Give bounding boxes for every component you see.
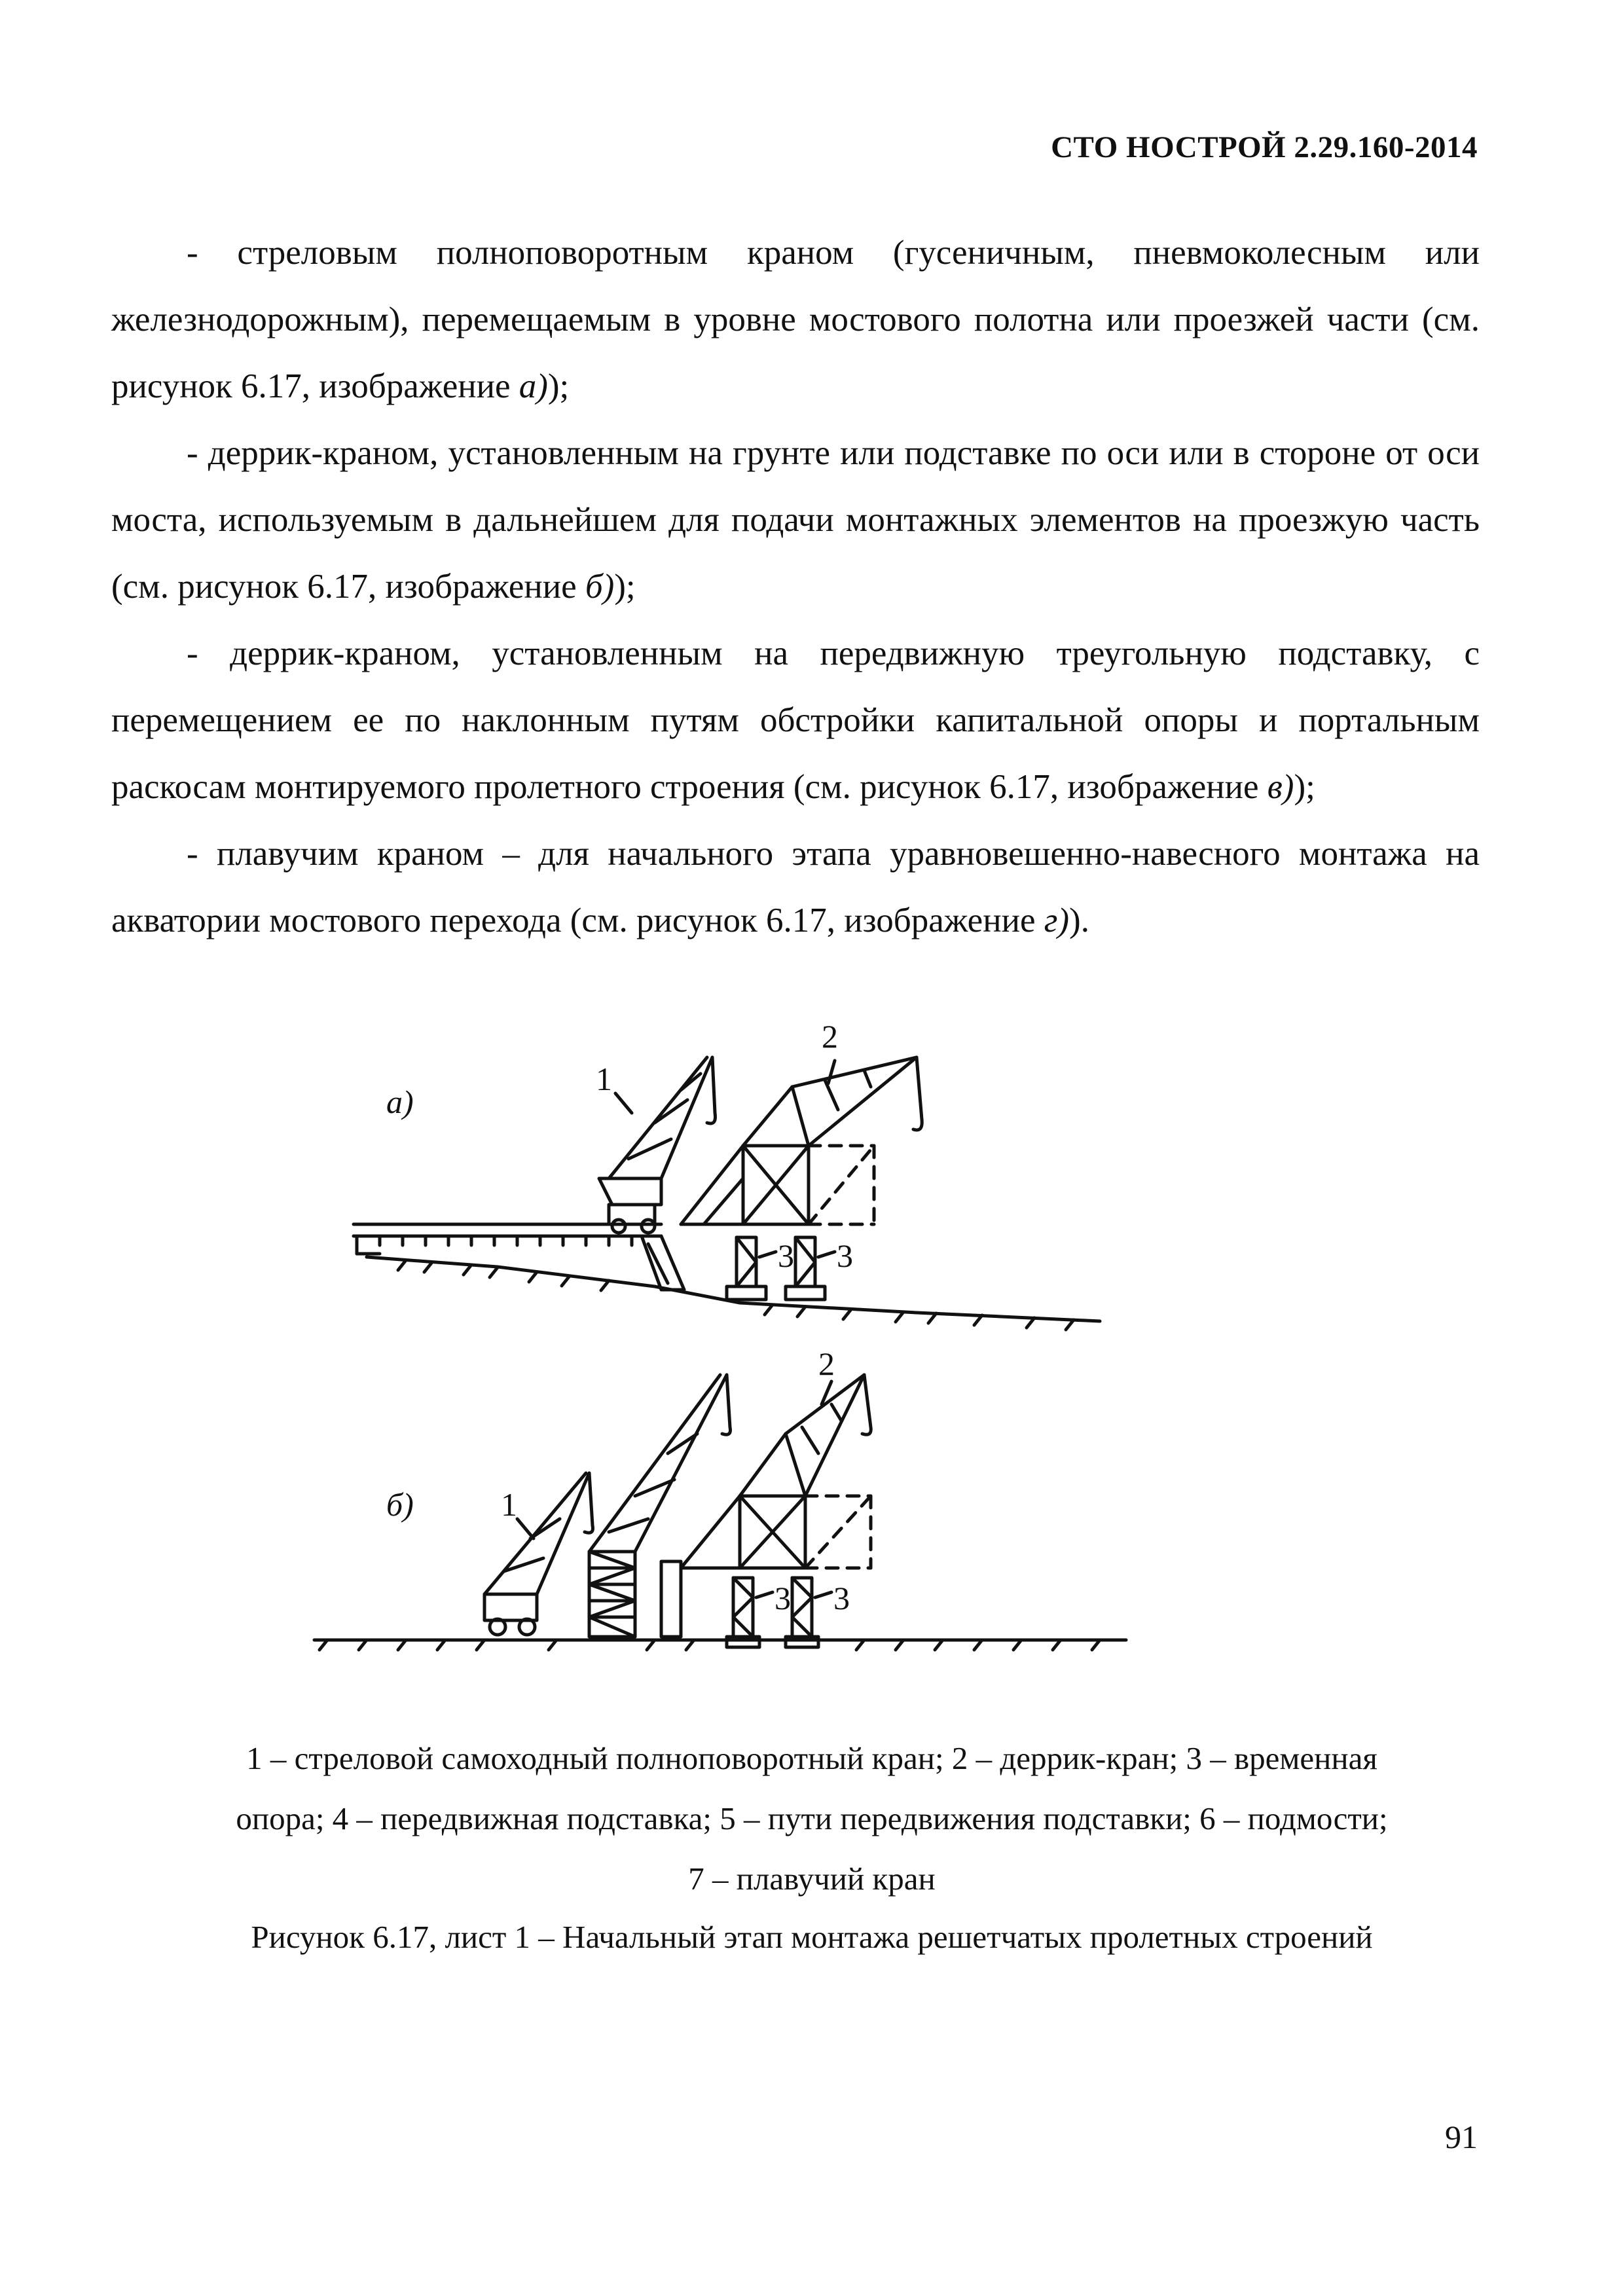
callout-3-b-right: 3 bbox=[833, 1580, 850, 1616]
ground-line-b bbox=[314, 1640, 1126, 1650]
ground-line-a bbox=[367, 1257, 1100, 1330]
figure-caption: Рисунок 6.17, лист 1 – Начальный этап монтажа решетчатых пролетных строений bbox=[251, 1919, 1373, 1955]
panel-a-drawing bbox=[354, 1057, 1100, 1330]
figure-ref: б) bbox=[585, 568, 615, 606]
callout-3-b-left: 3 bbox=[775, 1580, 791, 1616]
panel-a-label: а) bbox=[386, 1084, 414, 1120]
figure-ref: г) bbox=[1044, 902, 1070, 939]
paragraph-text: - деррик-краном, установленным на грунте или подставке по оси или в стороне от оси моста, используемым в дальнейшем для подачи монтажных элементов на проезжую часть (см. рисунок 6.17, изображение bbox=[111, 434, 1480, 606]
derrick-crane-2-a bbox=[681, 1057, 922, 1224]
bridge-deck bbox=[354, 1224, 661, 1254]
callout-2-a: 2 bbox=[822, 1018, 838, 1055]
paragraph-derrick-mobile-stand bbox=[111, 620, 1480, 820]
paragraph-derrick-ground bbox=[111, 420, 1480, 620]
callout-2-b: 2 bbox=[818, 1345, 835, 1382]
callout-1-b: 1 bbox=[501, 1486, 517, 1523]
next-panel-dashed bbox=[809, 1146, 874, 1224]
figure-ref: в) bbox=[1267, 768, 1294, 806]
legend-line: опора; 4 – передвижная подставка; 5 – пути передвижения подставки; 6 – подмости; bbox=[236, 1800, 1388, 1836]
legend-line: 1 – стреловой самоходный полноповоротный кран; 2 – деррик-кран; 3 – временная bbox=[246, 1740, 1377, 1776]
next-panel-dashed-b bbox=[805, 1496, 871, 1568]
callout-1-a: 1 bbox=[596, 1061, 612, 1097]
figure-crane-schemes bbox=[0, 1008, 1623, 1702]
document-header-code: СТО НОСТРОЙ 2.29.160-2014 bbox=[1051, 130, 1478, 164]
legend-line: 7 – плавучий кран bbox=[688, 1861, 936, 1897]
panel-b-drawing bbox=[314, 1375, 1126, 1650]
callout-3-a-right: 3 bbox=[837, 1237, 853, 1274]
body-text bbox=[111, 219, 1480, 954]
paragraph-floating-crane bbox=[111, 820, 1480, 954]
paragraph-text: - стреловым полноповоротным краном (гусеничным, пневмоколесным или железнодорожным), перемещаемым в уровне мостового полотна или проезжей части (см. рисунок 6.17, изображение bbox=[111, 234, 1480, 405]
callout-3-a-left: 3 bbox=[778, 1237, 794, 1274]
paragraph-text: - плавучим краном – для начального этапа уравновешенно-навесного монтажа на акватории мостового перехода (см. рисунок 6.17, изображение bbox=[111, 835, 1480, 939]
embankment bbox=[642, 1236, 684, 1290]
paragraph-tail: ); bbox=[1294, 768, 1315, 806]
panel-b-label: б) bbox=[386, 1486, 414, 1523]
paragraph-tail: ); bbox=[547, 367, 570, 405]
paragraph-text: - деррик-краном, установленным на передвижную треугольную подставку, с перемещением ее по наклонным путям обстройки капитальной опоры и портальным раскосам монтируемого пролетного строения (см. рисунок 6.17, изображение bbox=[111, 634, 1480, 806]
page-number: 91 bbox=[1445, 2119, 1478, 2155]
boom-crane-1-a bbox=[599, 1057, 716, 1233]
paragraph-boom-crane bbox=[111, 219, 1480, 420]
figure-drawing bbox=[0, 1008, 1623, 1702]
figure-legend bbox=[131, 1728, 1493, 1909]
paragraph-tail: ); bbox=[614, 568, 636, 606]
paragraph-tail: ). bbox=[1069, 902, 1089, 939]
figure-ref: а) bbox=[519, 367, 548, 405]
